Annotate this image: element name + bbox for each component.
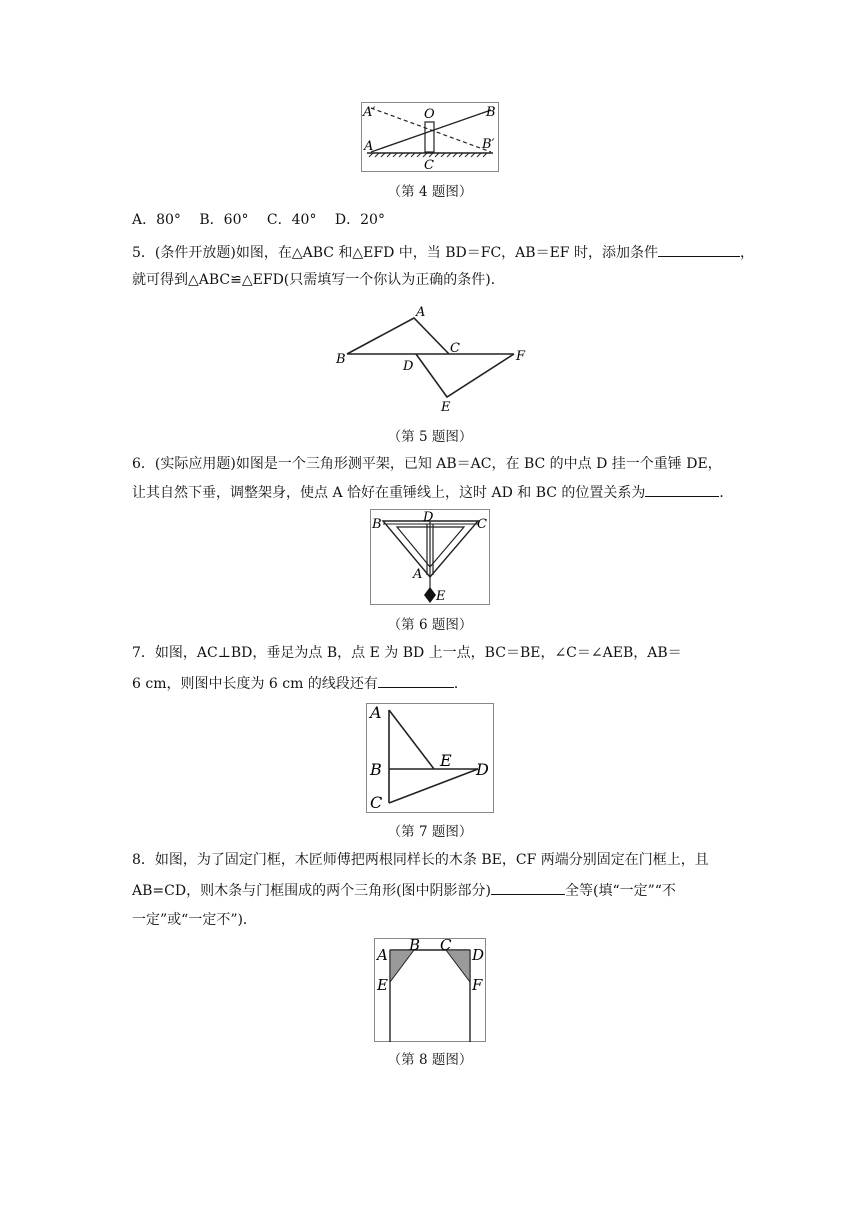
label-a: A	[416, 305, 426, 320]
q6-line-2-text: 让其自然下垂，调整架身，使点 A 恰好在重锤线上，这时 AD 和 BC 的位置关系为	[132, 485, 646, 501]
figure-5	[334, 303, 534, 413]
q6-line-2	[132, 482, 744, 503]
label-c: C	[440, 938, 452, 954]
figure-4	[361, 102, 499, 172]
q5-line-1	[132, 242, 754, 263]
label-d: D	[403, 359, 414, 374]
label-f: F	[516, 349, 526, 364]
q8-line-2-text: AB=CD，则木条与门框围成的两个三角形(图中阴影部分)	[132, 883, 491, 899]
label-b: B	[370, 760, 382, 779]
q5-line-2: 就可得到△ABC≌△EFD(只需填写一个你认为正确的条件)．	[132, 272, 505, 288]
label-b: B	[409, 938, 421, 954]
label-a: A	[370, 703, 382, 722]
label-a-prime: A′	[363, 105, 376, 120]
label-c: C	[450, 341, 460, 356]
q7-answer-blank[interactable]	[378, 673, 454, 688]
q6-answer-blank[interactable]	[645, 482, 719, 497]
shaded-triangle-cdf	[446, 950, 470, 982]
label-a: A	[364, 139, 374, 154]
q8-line-2	[132, 880, 744, 901]
label-a: A	[377, 946, 388, 964]
label-c: C	[370, 793, 383, 812]
shaded-triangle-abe	[390, 950, 414, 982]
q7-line-2-text: 6 cm，则图中长度为 6 cm 的线段还有	[132, 676, 378, 692]
triangle-def	[416, 354, 514, 397]
label-e: E	[436, 589, 446, 604]
label-b-prime: B′	[482, 137, 495, 152]
q7-line-1: 7．如图，AC⊥BD，垂足为点 B，点 E 为 BD 上一点，BC＝BE，∠C＝∠AEB，AB＝	[132, 645, 682, 661]
label-e: E	[440, 751, 452, 770]
q8-line-3: 一定”或“一定不”)．	[132, 912, 257, 928]
label-e: E	[441, 400, 451, 413]
q8-answer-blank[interactable]	[491, 880, 565, 895]
q5-line-1-text: 5．(条件开放题)如图，在△ABC 和△EFD 中，当 BD＝FC，AB＝EF 时，添加条件	[132, 245, 658, 261]
label-o: O	[424, 107, 435, 122]
figure-4-caption: （第 4 题图）	[387, 184, 473, 200]
q4-options: A．80° B．60° C．40° D．20°	[132, 212, 385, 228]
label-a: A	[413, 567, 423, 582]
q6-line-2-end: ．	[719, 485, 734, 501]
label-b: B	[486, 105, 496, 120]
line-ae	[389, 710, 434, 769]
q7-line-2	[132, 673, 744, 694]
label-c: C	[477, 517, 487, 532]
figure-8-caption: （第 8 题图）	[387, 1052, 473, 1068]
label-b: B	[336, 352, 346, 367]
label-d: D	[472, 946, 485, 964]
pillar-oc	[425, 122, 434, 152]
q5-line-1-end: ，	[739, 245, 754, 261]
label-c: C	[424, 158, 434, 172]
label-f: F	[472, 976, 483, 994]
q8-line-2-end: 全等(填“一定”“不	[565, 883, 676, 899]
figure-8	[374, 938, 486, 1042]
figure-6-caption: （第 6 题图）	[387, 617, 473, 633]
figure-7-caption: （第 7 题图）	[387, 824, 473, 840]
figure-7	[366, 703, 494, 813]
figure-6	[370, 509, 490, 605]
line-cd	[389, 769, 478, 803]
q7-line-2-end: ．	[453, 676, 468, 692]
q6-line-1: 6．(实际应用题)如图是一个三角形测平架，已知 AB＝AC，在 BC 的中点 D 挂一个重锤 DE，	[132, 456, 722, 472]
label-d: D	[423, 510, 434, 525]
figure-5-caption: （第 5 题图）	[387, 429, 473, 445]
plumb-bob	[424, 587, 436, 603]
triangle-abc	[347, 318, 449, 354]
q5-answer-blank[interactable]	[658, 242, 740, 257]
label-d: D	[476, 760, 489, 779]
label-e: E	[377, 976, 388, 994]
label-b: B	[372, 517, 382, 532]
q8-line-1: 8．如图，为了固定门框，木匠师傅把两根同样长的木条 BE，CF 两端分别固定在门框上，且	[132, 852, 709, 868]
